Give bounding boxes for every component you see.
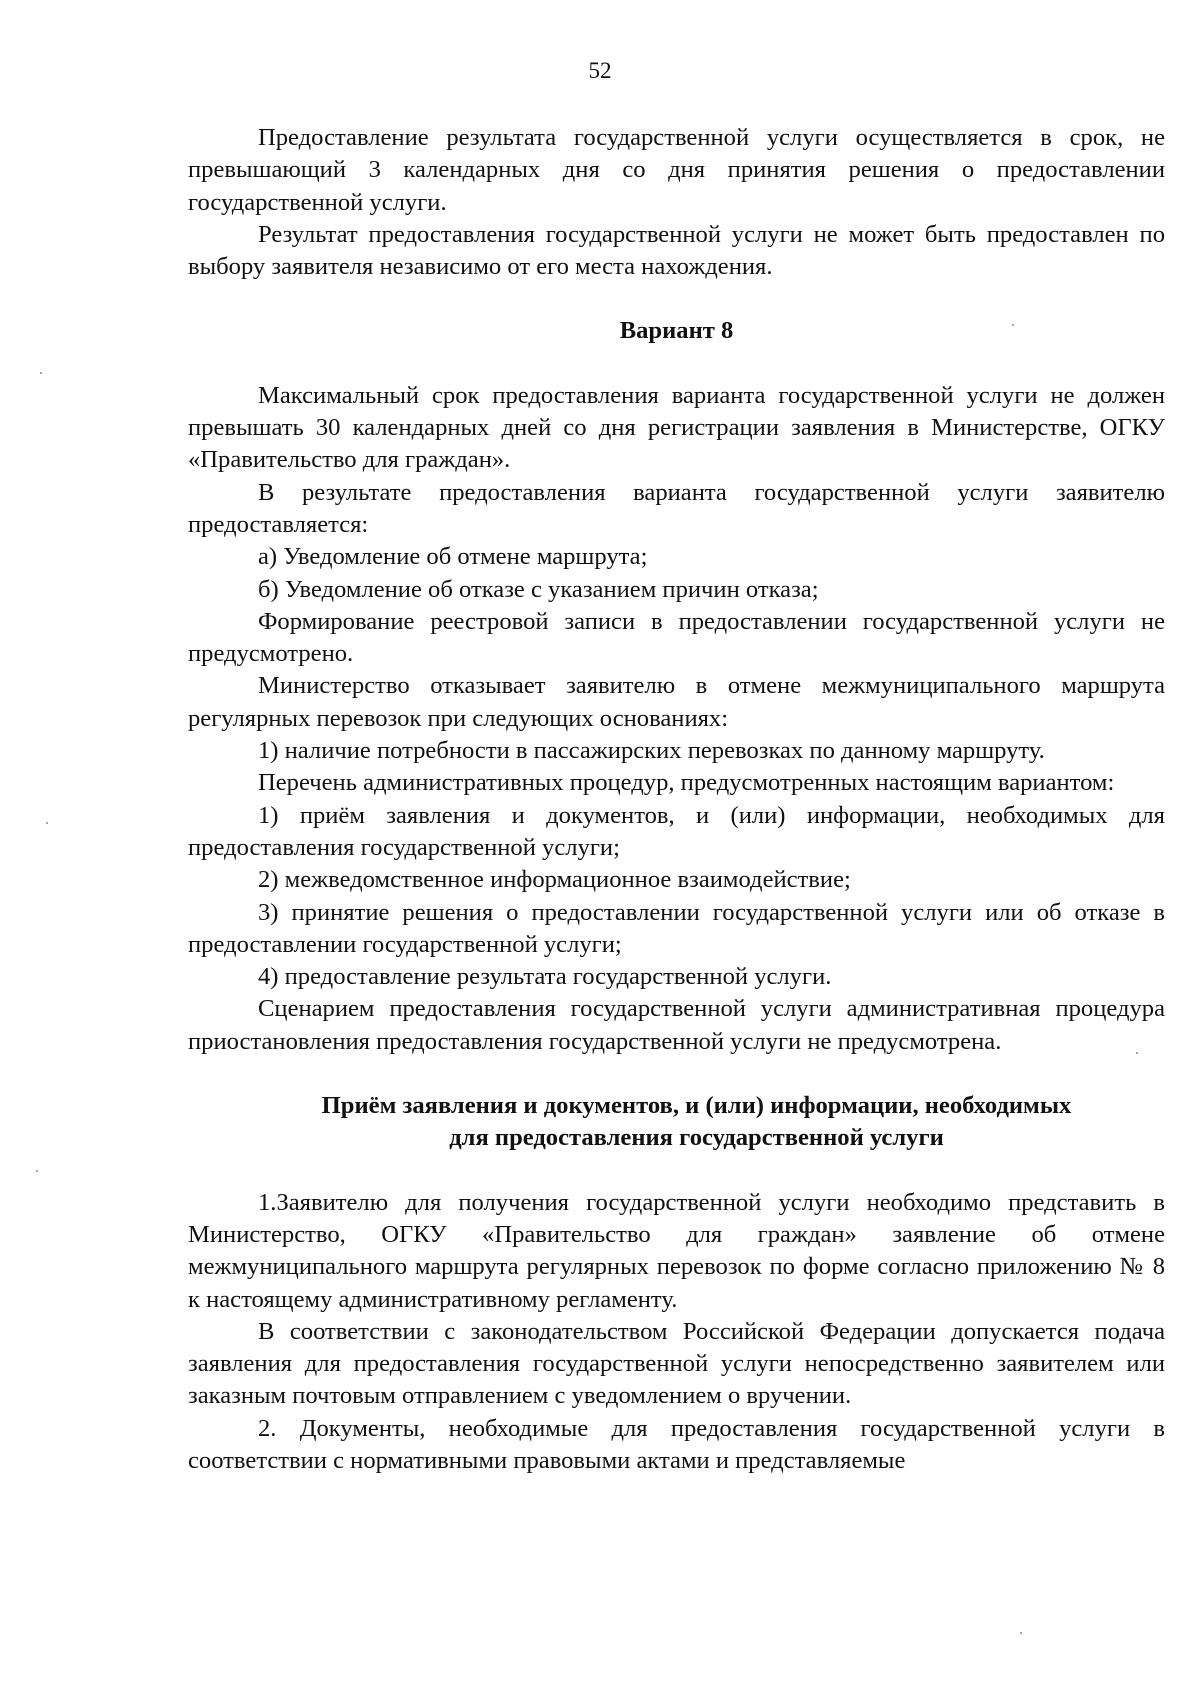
list-item: 1) приём заявления и документов, и (или) информации, необходимых для предоставления государственной услуги; bbox=[188, 801, 1165, 861]
variant-heading: Вариант 8 bbox=[619, 317, 734, 345]
section-heading bbox=[188, 1090, 1165, 1155]
list-item: 1) наличие потребности в пассажирских перевозках по данному маршруту. bbox=[258, 737, 1045, 765]
scan-speck bbox=[36, 1170, 38, 1172]
list-item: б) Уведомление об отказе с указанием причин отказа; bbox=[258, 575, 819, 603]
page-number: 52 bbox=[588, 58, 612, 83]
paragraph: В результате предоставления варианта государственной услуги заявителю предоставляется: bbox=[188, 478, 1165, 538]
scan-speck bbox=[46, 822, 48, 824]
section-heading-line: Приём заявления и документов, и (или) информации, необходимых bbox=[321, 1092, 1072, 1120]
paragraph: Результат предоставления государственной услуги не может быть предоставлен по выбору заявителя независимо от его места нахождения. bbox=[188, 220, 1165, 281]
paragraph: В соответствии с законодательством Российской Федерации допускается подача заявления для предоставления государственной услуги непосредственно заявителем или заказным почтовым отправлением с уведомлением о вручении. bbox=[188, 1317, 1165, 1410]
list-item: а) Уведомление об отмене маршрута; bbox=[258, 543, 648, 571]
list-item: 3) принятие решения о предоставлении государственной услуги или об отказе в предоставлении государственной услуги; bbox=[188, 898, 1165, 958]
list-item: 4) предоставление результата государственной услуги. bbox=[258, 963, 832, 991]
section-heading-line: для предоставления государственной услуги bbox=[449, 1124, 944, 1152]
paragraph: 1.Заявителю для получения государственной услуги необходимо представить в Министерство, ОГКУ «Правительство для граждан» заявление об отмене межмуниципального маршрута регулярных перевозок по форме согласно приложению № 8 к настоящему административному регламенту. bbox=[188, 1188, 1165, 1313]
scan-speck bbox=[1012, 324, 1014, 326]
paragraph: 2. Документы, необходимые для предоставления государственной услуги в соответствии с нормативными правовыми актами и представляемые bbox=[188, 1414, 1165, 1474]
scan-speck bbox=[1136, 1052, 1138, 1054]
scan-speck bbox=[40, 372, 42, 374]
paragraph: Максимальный срок предоставления варианта государственной услуги не должен превышать 30 календарных дней со дня регистрации заявления в Министерстве, ОГКУ «Правительство для граждан». bbox=[188, 381, 1165, 474]
paragraph: Сценарием предоставления государственной услуги административная процедура приостановления предоставления государственной услуги не предусмотрена. bbox=[188, 995, 1165, 1055]
page-content bbox=[188, 122, 1165, 1477]
paragraph: Формирование реестровой записи в предоставлении государственной услуги не предусмотрено. bbox=[188, 607, 1165, 668]
paragraph: Министерство отказывает заявителю в отмене межмуниципального маршрута регулярных перевозок при следующих основаниях: bbox=[188, 672, 1165, 732]
paragraph: Перечень административных процедур, предусмотренных настоящим вариантом: bbox=[258, 769, 1115, 797]
scan-speck bbox=[1020, 1632, 1022, 1634]
list-item: 2) межведомственное информационное взаимодействие; bbox=[258, 866, 851, 894]
paragraph: Предоставление результата государственной услуги осуществляется в срок, не превышающий 3 календарных дня со дня принятия решения о предоставлении государственной услуги. bbox=[188, 124, 1165, 216]
